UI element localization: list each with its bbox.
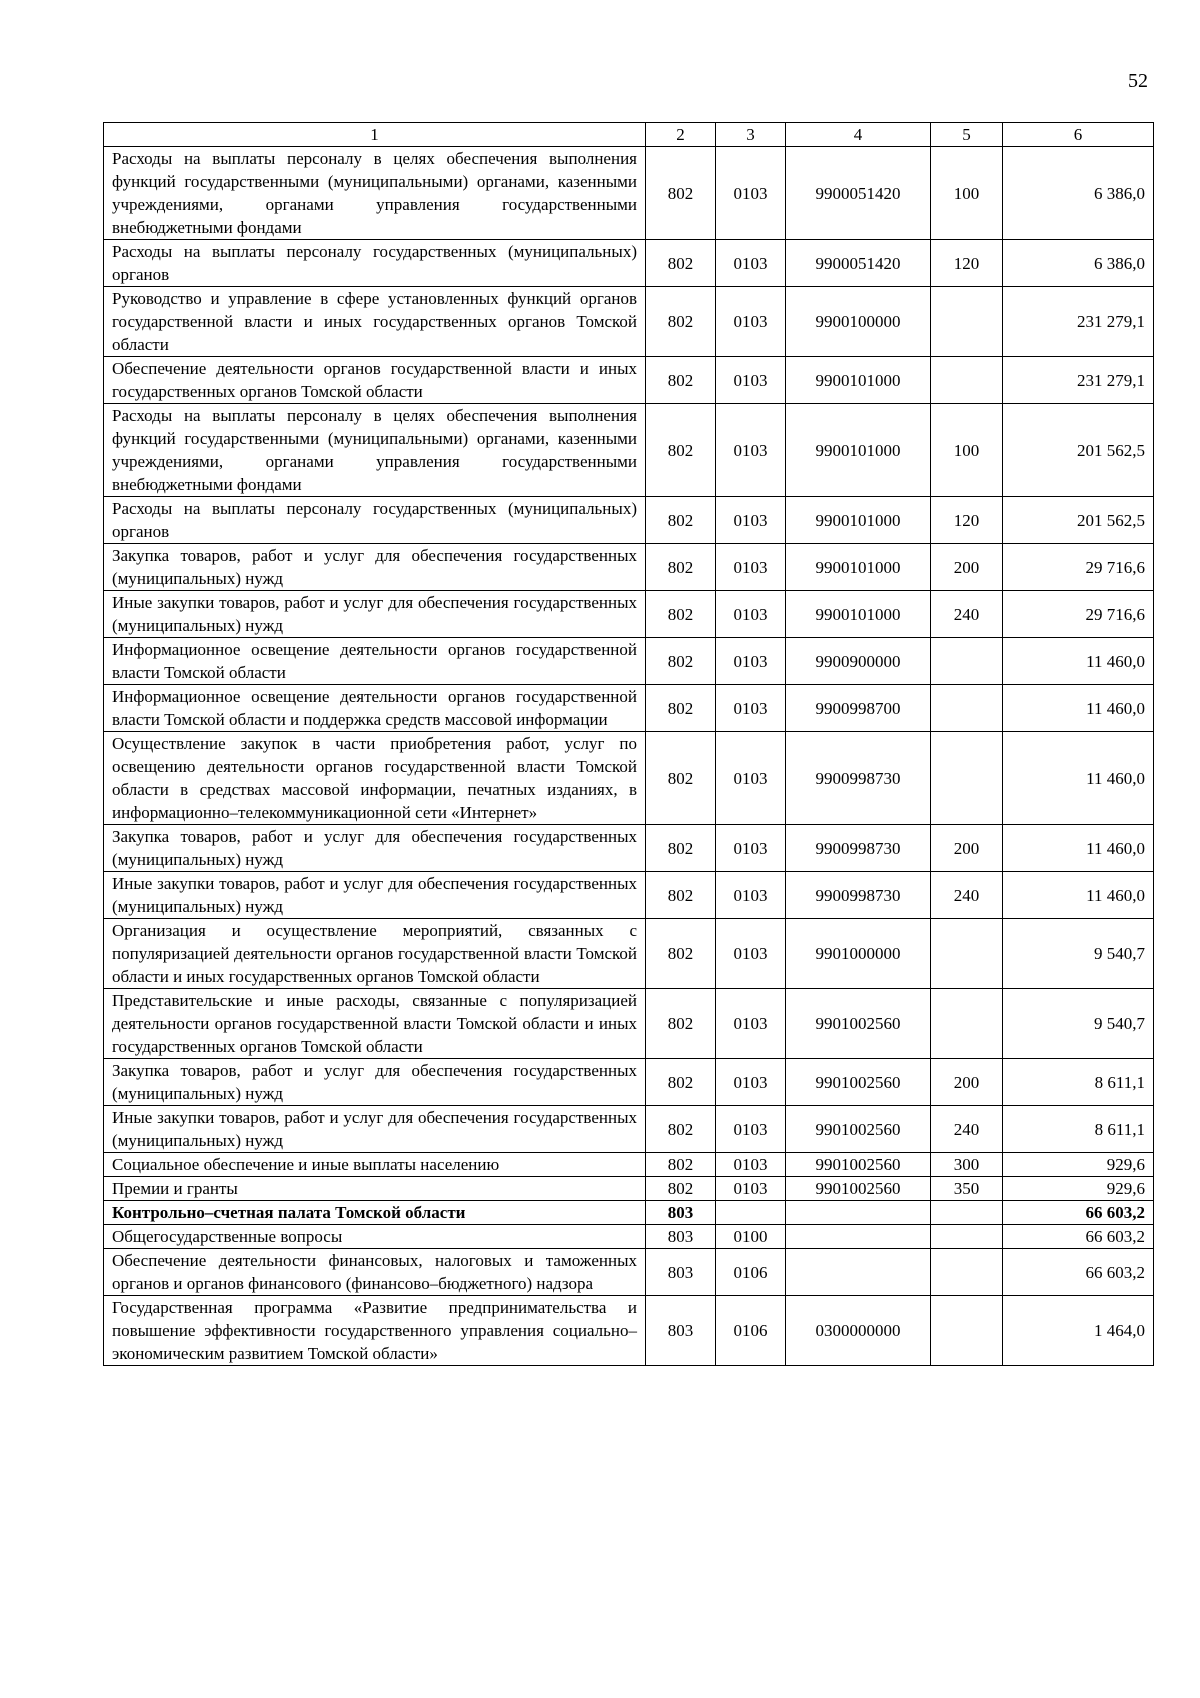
row-cell-3: 0103 — [716, 240, 786, 287]
row-cell-3: 0103 — [716, 591, 786, 638]
table-row — [104, 1296, 1154, 1366]
row-cell-2: 802 — [646, 497, 716, 544]
row-cell-5 — [931, 989, 1003, 1059]
row-cell-2: 802 — [646, 147, 716, 240]
row-cell-3: 0103 — [716, 287, 786, 357]
row-cell-3: 0103 — [716, 872, 786, 919]
table-row — [104, 591, 1154, 638]
row-cell-2: 802 — [646, 919, 716, 989]
row-cell-3: 0106 — [716, 1296, 786, 1366]
row-name-cell: Закупка товаров, работ и услуг для обеспечения государственных (муниципальных) нужд — [104, 544, 646, 591]
row-amount-cell: 9 540,7 — [1003, 919, 1154, 989]
row-amount-cell: 8 611,1 — [1003, 1106, 1154, 1153]
row-amount-cell: 11 460,0 — [1003, 685, 1154, 732]
row-amount-cell: 201 562,5 — [1003, 404, 1154, 497]
row-cell-2: 802 — [646, 404, 716, 497]
row-cell-4 — [786, 1249, 931, 1296]
table-row — [104, 1201, 1154, 1225]
row-cell-5 — [931, 1249, 1003, 1296]
row-cell-4: 9900100000 — [786, 287, 931, 357]
row-name-cell: Государственная программа «Развитие предпринимательства и повышение эффективности государственного управления социально–экономическим развитием Томской области» — [104, 1296, 646, 1366]
row-amount-cell: 1 464,0 — [1003, 1296, 1154, 1366]
row-name-cell: Закупка товаров, работ и услуг для обеспечения государственных (муниципальных) нужд — [104, 1059, 646, 1106]
row-cell-5: 200 — [931, 544, 1003, 591]
row-amount-cell: 231 279,1 — [1003, 287, 1154, 357]
row-cell-2: 802 — [646, 1106, 716, 1153]
row-amount-cell: 6 386,0 — [1003, 147, 1154, 240]
row-amount-cell: 66 603,2 — [1003, 1201, 1154, 1225]
row-name-cell: Расходы на выплаты персоналу в целях обеспечения выполнения функций государственными (муниципальными) органами, казенными учреждениями, органами управления государственными внебюджетными фондами — [104, 147, 646, 240]
row-cell-4: 9900051420 — [786, 147, 931, 240]
header-col-2: 2 — [646, 123, 716, 147]
row-cell-2: 803 — [646, 1296, 716, 1366]
row-name-cell: Информационное освещение деятельности органов государственной власти Томской области и поддержка средств массовой информации — [104, 685, 646, 732]
row-amount-cell: 11 460,0 — [1003, 872, 1154, 919]
row-cell-3: 0106 — [716, 1249, 786, 1296]
row-cell-4: 9900101000 — [786, 497, 931, 544]
budget-table — [103, 122, 1154, 1366]
row-cell-4: 9900101000 — [786, 591, 931, 638]
row-amount-cell: 29 716,6 — [1003, 544, 1154, 591]
row-name-cell: Общегосударственные вопросы — [104, 1225, 646, 1249]
row-cell-2: 802 — [646, 825, 716, 872]
table-header-row — [104, 123, 1154, 147]
row-cell-5: 240 — [931, 872, 1003, 919]
table-row — [104, 825, 1154, 872]
row-cell-2: 802 — [646, 287, 716, 357]
row-amount-cell: 231 279,1 — [1003, 357, 1154, 404]
row-amount-cell: 201 562,5 — [1003, 497, 1154, 544]
row-cell-4: 0300000000 — [786, 1296, 931, 1366]
row-cell-2: 802 — [646, 1177, 716, 1201]
row-name-cell: Осуществление закупок в части приобретения работ, услуг по освещению деятельности органов государственной власти Томской области в средствах массовой информации, печатных изданиях, в информационно–телекоммуникационной сети «Интернет» — [104, 732, 646, 825]
row-cell-3: 0103 — [716, 732, 786, 825]
row-cell-5: 300 — [931, 1153, 1003, 1177]
row-cell-3: 0103 — [716, 147, 786, 240]
row-cell-5: 100 — [931, 147, 1003, 240]
row-cell-3: 0103 — [716, 638, 786, 685]
row-cell-3: 0103 — [716, 685, 786, 732]
table-row — [104, 287, 1154, 357]
header-col-1: 1 — [104, 123, 646, 147]
row-cell-2: 802 — [646, 591, 716, 638]
row-name-cell: Социальное обеспечение и иные выплаты населению — [104, 1153, 646, 1177]
row-cell-4: 9900101000 — [786, 544, 931, 591]
row-cell-3: 0103 — [716, 1059, 786, 1106]
row-name-cell: Обеспечение деятельности органов государственной власти и иных государственных органов Томской области — [104, 357, 646, 404]
row-cell-4: 9901002560 — [786, 1059, 931, 1106]
row-amount-cell: 11 460,0 — [1003, 825, 1154, 872]
row-amount-cell: 11 460,0 — [1003, 732, 1154, 825]
table-row — [104, 497, 1154, 544]
row-cell-2: 802 — [646, 1059, 716, 1106]
row-cell-5: 100 — [931, 404, 1003, 497]
row-amount-cell: 6 386,0 — [1003, 240, 1154, 287]
page-number: 52 — [1128, 70, 1148, 92]
row-cell-4 — [786, 1201, 931, 1225]
row-cell-5: 240 — [931, 591, 1003, 638]
row-name-cell: Иные закупки товаров, работ и услуг для обеспечения государственных (муниципальных) нужд — [104, 591, 646, 638]
row-cell-5 — [931, 1201, 1003, 1225]
row-cell-3: 0103 — [716, 825, 786, 872]
row-amount-cell: 8 611,1 — [1003, 1059, 1154, 1106]
row-cell-4: 9900998730 — [786, 872, 931, 919]
row-amount-cell: 66 603,2 — [1003, 1249, 1154, 1296]
row-cell-4: 9900900000 — [786, 638, 931, 685]
table-row — [104, 872, 1154, 919]
row-cell-2: 802 — [646, 357, 716, 404]
row-name-cell: Информационное освещение деятельности органов государственной власти Томской области — [104, 638, 646, 685]
table-row — [104, 1225, 1154, 1249]
table-row — [104, 357, 1154, 404]
row-name-cell: Представительские и иные расходы, связанные с популяризацией деятельности органов государственной власти Томской области и иных государственных органов Томской области — [104, 989, 646, 1059]
row-cell-2: 802 — [646, 240, 716, 287]
table-row — [104, 638, 1154, 685]
table-row — [104, 544, 1154, 591]
row-cell-5: 200 — [931, 825, 1003, 872]
table-row — [104, 1106, 1154, 1153]
row-cell-2: 802 — [646, 544, 716, 591]
row-name-cell: Организация и осуществление мероприятий, связанных с популяризацией деятельности органов государственной власти Томской области и иных государственных органов Томской области — [104, 919, 646, 989]
row-cell-3: 0103 — [716, 989, 786, 1059]
table-row — [104, 919, 1154, 989]
row-cell-3: 0103 — [716, 919, 786, 989]
row-cell-5 — [931, 732, 1003, 825]
table-row — [104, 1153, 1154, 1177]
row-amount-cell: 929,6 — [1003, 1177, 1154, 1201]
row-cell-2: 802 — [646, 732, 716, 825]
row-cell-3: 0103 — [716, 1153, 786, 1177]
row-name-cell: Контрольно–счетная палата Томской области — [104, 1201, 646, 1225]
row-cell-5: 240 — [931, 1106, 1003, 1153]
table-row — [104, 404, 1154, 497]
header-col-5: 5 — [931, 123, 1003, 147]
row-name-cell: Руководство и управление в сфере установленных функций органов государственной власти и иных государственных органов Томской области — [104, 287, 646, 357]
row-cell-4: 9900998730 — [786, 732, 931, 825]
row-cell-5 — [931, 1296, 1003, 1366]
row-name-cell: Расходы на выплаты персоналу в целях обеспечения выполнения функций государственными (муниципальными) органами, казенными учреждениями, органами управления государственными внебюджетными фондами — [104, 404, 646, 497]
row-name-cell: Иные закупки товаров, работ и услуг для обеспечения государственных (муниципальных) нужд — [104, 872, 646, 919]
row-cell-4: 9900998700 — [786, 685, 931, 732]
row-cell-4: 9901002560 — [786, 1106, 931, 1153]
row-cell-4: 9900101000 — [786, 357, 931, 404]
row-cell-5 — [931, 1225, 1003, 1249]
table-row — [104, 989, 1154, 1059]
row-cell-3: 0100 — [716, 1225, 786, 1249]
row-cell-5 — [931, 287, 1003, 357]
row-amount-cell: 66 603,2 — [1003, 1225, 1154, 1249]
table-row — [104, 1059, 1154, 1106]
row-cell-5 — [931, 638, 1003, 685]
row-cell-5 — [931, 919, 1003, 989]
row-cell-3: 0103 — [716, 497, 786, 544]
row-cell-2: 803 — [646, 1201, 716, 1225]
row-cell-4 — [786, 1225, 931, 1249]
table-row — [104, 1177, 1154, 1201]
row-cell-2: 802 — [646, 638, 716, 685]
row-cell-3: 0103 — [716, 404, 786, 497]
row-name-cell: Иные закупки товаров, работ и услуг для обеспечения государственных (муниципальных) нужд — [104, 1106, 646, 1153]
header-col-3: 3 — [716, 123, 786, 147]
row-cell-2: 802 — [646, 1153, 716, 1177]
header-col-4: 4 — [786, 123, 931, 147]
row-name-cell: Расходы на выплаты персоналу государственных (муниципальных) органов — [104, 240, 646, 287]
row-cell-5: 350 — [931, 1177, 1003, 1201]
row-cell-4: 9901000000 — [786, 919, 931, 989]
row-amount-cell: 29 716,6 — [1003, 591, 1154, 638]
table-row — [104, 685, 1154, 732]
table-row — [104, 1249, 1154, 1296]
row-cell-3: 0103 — [716, 544, 786, 591]
row-cell-4: 9901002560 — [786, 1153, 931, 1177]
row-cell-3: 0103 — [716, 1106, 786, 1153]
row-name-cell: Расходы на выплаты персоналу государственных (муниципальных) органов — [104, 497, 646, 544]
header-col-6: 6 — [1003, 123, 1154, 147]
row-cell-3 — [716, 1201, 786, 1225]
row-amount-cell: 11 460,0 — [1003, 638, 1154, 685]
row-cell-5: 120 — [931, 240, 1003, 287]
row-cell-3: 0103 — [716, 1177, 786, 1201]
row-cell-5 — [931, 357, 1003, 404]
row-cell-4: 9901002560 — [786, 989, 931, 1059]
row-cell-2: 802 — [646, 872, 716, 919]
row-cell-4: 9900101000 — [786, 404, 931, 497]
row-cell-2: 803 — [646, 1225, 716, 1249]
row-cell-2: 802 — [646, 685, 716, 732]
table-row — [104, 147, 1154, 240]
row-name-cell: Премии и гранты — [104, 1177, 646, 1201]
row-name-cell: Закупка товаров, работ и услуг для обеспечения государственных (муниципальных) нужд — [104, 825, 646, 872]
row-cell-2: 802 — [646, 989, 716, 1059]
row-cell-5: 200 — [931, 1059, 1003, 1106]
row-cell-2: 803 — [646, 1249, 716, 1296]
row-amount-cell: 929,6 — [1003, 1153, 1154, 1177]
row-cell-5: 120 — [931, 497, 1003, 544]
row-cell-4: 9900051420 — [786, 240, 931, 287]
row-cell-4: 9901002560 — [786, 1177, 931, 1201]
row-cell-5 — [931, 685, 1003, 732]
table-row — [104, 240, 1154, 287]
row-cell-4: 9900998730 — [786, 825, 931, 872]
table-row — [104, 732, 1154, 825]
row-amount-cell: 9 540,7 — [1003, 989, 1154, 1059]
row-cell-3: 0103 — [716, 357, 786, 404]
row-name-cell: Обеспечение деятельности финансовых, налоговых и таможенных органов и органов финансового (финансово–бюджетного) надзора — [104, 1249, 646, 1296]
